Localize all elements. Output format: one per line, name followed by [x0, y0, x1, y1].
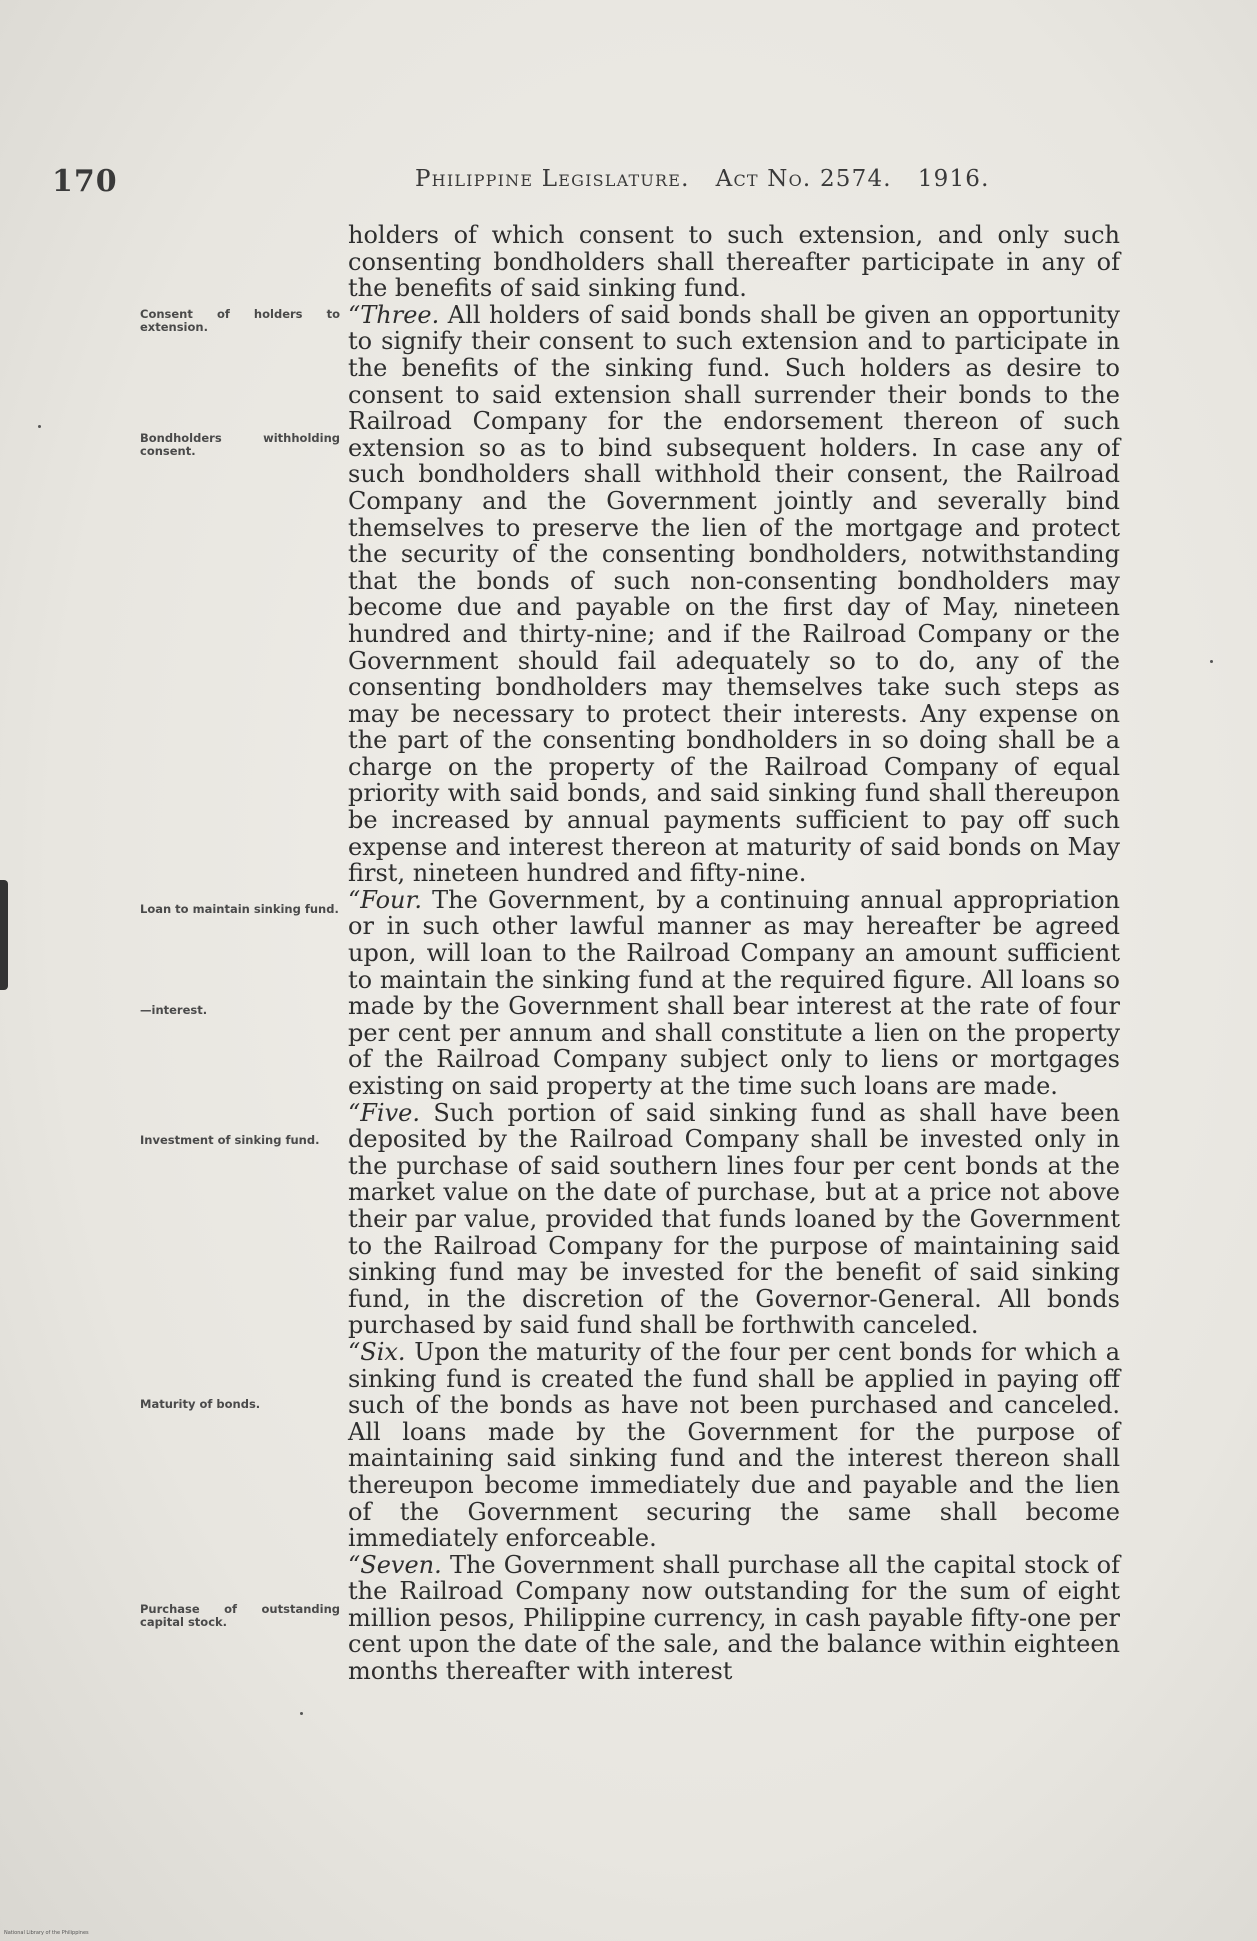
margin-note-consent: Consent of holders to extension.: [140, 307, 340, 334]
margin-note-purchase: Purchase of outstanding capital stock.: [140, 1602, 340, 1629]
scan-edge-mark: [0, 880, 8, 990]
scan-speck: [1210, 660, 1213, 663]
paragraph-four: “Four. The Government, by a continuing annual appropriation or in such other lawful manner as may hereafter be agreed upon, will loan to the Railroad Company an amount sufficient to maintain the sinking fund at the required figure. All loans so made by the Government shall bear interest at the rate of four per cent per annum and shall constitute a lien on the property of the Railroad Company subject only to liens or mortgages existing on said property at the time such loans are made.: [348, 885, 1120, 1100]
header-publication: Philippine Legislature.: [415, 166, 690, 192]
margin-note-interest: —interest.: [140, 1003, 208, 1017]
paragraph-seven: “Seven. The Government shall purchase all the capital stock of the Railroad Company now outstanding for the sum of eight million pesos, Philippine currency, in cash payable fifty-one per cent upon the date of the sale, and the balance within eighteen months thereafter with interest: [348, 1550, 1120, 1686]
scan-speck: [300, 1712, 303, 1715]
margin-note-investment: Investment of sinking fund.: [140, 1133, 320, 1147]
header-year: 1916.: [917, 166, 990, 192]
paragraph-continuation: holders of which consent to such extension, and only such consenting bondholders shall thereafter participate in any of the benefits of said sinking fund.: [348, 221, 1120, 303]
margin-note-withholding: Bondholders withholding consent.: [140, 431, 340, 458]
margin-note-maturity: Maturity of bonds.: [140, 1397, 261, 1411]
body-text: [348, 222, 1120, 1685]
header-act: Act No. 2574.: [715, 166, 892, 192]
paragraph-five: “Five. Such portion of said sinking fund as shall have been deposited by the Railroad Company shall be invested only in the purchase of said southern lines four per cent bonds at the market value on the date of purchase, but at a price not above their par value, provided that funds loaned by the Government to the Railroad Company for the purpose of maintaining said sinking fund may be invested for the benefit of said sinking fund, in the discretion of the Governor-General. All bonds purchased by said fund shall be forthwith canceled.: [348, 1098, 1120, 1340]
paragraph-six: “Six. Upon the maturity of the four per cent bonds for which a sinking fund is created the fund shall be applied in paying off such of the bonds as have not been purchased and canceled. All loans made by the Government for the purpose of maintaining said sinking fund and the interest thereon shall thereupon become immediately due and payable and the lien of the Government securing the same shall become immediately enforceable.: [348, 1337, 1120, 1553]
scan-footer: National Library of the Philippines: [4, 1930, 89, 1936]
paragraph-three: “Three. All holders of said bonds shall be given an opportunity to signify their consent to such extension and to participate in the benefits of the sinking fund. Such holders as desire to consent to said extension shall surrender their bonds to the Railroad Company for the endorsement thereon of such extension so as to bind subsequent holders. In case any of such bondholders shall withhold their consent, the Railroad Company and the Government jointly and severally bind themselves to preserve the lien of the mortgage and protect the security of the consenting bondholders, notwithstanding that the bonds of such non-consenting bondholders may become due and payable on the first day of May, nineteen hundred and thirty-nine; and if the Railroad Company or the Government should fail adequately so to do, any of the consenting bondholders may themselves take such steps as may be necessary to protect their interests. Any expense on the part of the consenting bondholders in so doing shall be a charge on the property of the Railroad Company of equal priority with said bonds, and said sinking fund shall thereupon be increased by annual payments sufficient to pay off such expense and interest thereon at maturity of said bonds on May first, nineteen hundred and fifty-nine.: [348, 300, 1120, 888]
page-number: 170: [52, 164, 118, 199]
running-header: [415, 166, 990, 192]
scan-speck: [38, 425, 41, 428]
margin-note-loan: Loan to maintain sinking fund.: [140, 902, 339, 916]
